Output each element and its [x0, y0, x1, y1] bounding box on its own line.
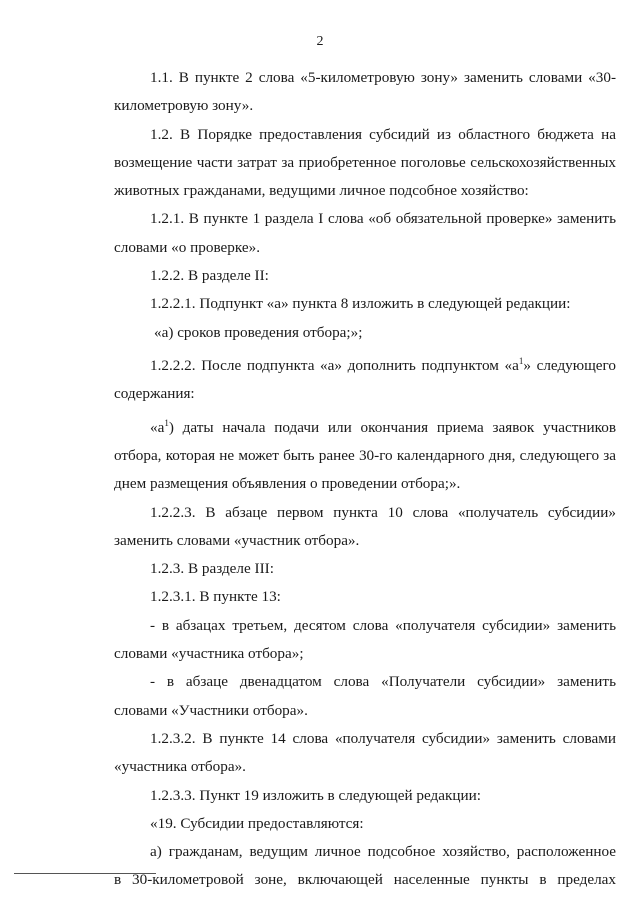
paragraph-4: 1.2.2. В разделе II: [150, 267, 269, 285]
paragraph-10: 1.2.3. В разделе III: [150, 560, 274, 578]
paragraph-8-superscript: 1 [164, 417, 169, 428]
paragraph-7-text-b: » следующего [523, 357, 616, 375]
page-number: 2 [316, 34, 324, 49]
paragraph-6: «а) сроков проведения отбора;»; [154, 323, 363, 341]
paragraph-14-line-1: 1.2.3.2. В пункте 14 слова «получателя субсидии» заменить словами [150, 729, 616, 747]
paragraph-9-line-2: заменить словами «участник отбора». [114, 531, 360, 549]
paragraph-16: «19. Субсидии предоставляются: [150, 814, 364, 832]
paragraph-11: 1.2.3.1. В пункте 13: [150, 588, 281, 606]
paragraph-1-line-1: 1.1. В пункте 2 слова «5-километровую зону» заменить словами «30- [150, 69, 616, 86]
paragraph-8-line-2: отбора, которая не может быть ранее 30-го календарного дня, следующего за [114, 446, 616, 464]
paragraph-7-text-a: 1.2.2.2. После подпункта «а» дополнить подпунктом «а [150, 357, 519, 375]
paragraph-14-line-2: «участника отбора». [114, 758, 246, 776]
paragraph-3-line-1: 1.2.1. В пункте 1 раздела I слова «об обязательной проверке» заменить [150, 210, 616, 228]
paragraph-15: 1.2.3.3. Пункт 19 изложить в следующей редакции: [150, 786, 481, 804]
footnote-divider [14, 873, 156, 874]
paragraph-13-line-1: - в абзаце двенадцатом слова «Получатели субсидии» заменить [150, 673, 616, 691]
paragraph-1-line-2: километровую зону». [114, 97, 254, 115]
paragraph-8-line-3: днем размещения объявления о проведении отбора;». [114, 475, 461, 493]
paragraph-7-line-2: содержания: [114, 385, 195, 403]
paragraph-2-line-1: 1.2. В Порядке предоставления субсидий из областного бюджета на [150, 125, 616, 143]
paragraph-13-line-2: словами «Участники отбора». [114, 701, 308, 719]
paragraph-2-line-3: животных гражданами, ведущими личное подсобное хозяйство: [114, 182, 529, 200]
paragraph-17-line-2: в 30-километровой зоне, включающей населенные пункты в пределах [114, 871, 616, 889]
paragraph-7-line-1 [114, 347, 616, 380]
paragraph-8-text-b: ) даты начала подачи или окончания приема заявок участников [168, 418, 616, 436]
paragraph-3-line-2: словами «о проверке». [114, 238, 261, 256]
paragraph-17-line-1: а) гражданам, ведущим личное подсобное хозяйство, расположенное [150, 843, 616, 861]
paragraph-12-line-2: словами «участника отбора»; [114, 645, 304, 663]
paragraph-8-text-a: «а [150, 418, 165, 436]
paragraph-5: 1.2.2.1. Подпункт «а» пункта 8 изложить в следующей редакции: [150, 295, 571, 313]
document-body [114, 64, 616, 895]
paragraph-12-line-1: - в абзацах третьем, десятом слова «получателя субсидии» заменить [150, 616, 616, 634]
paragraph-8-line-1 [114, 409, 616, 442]
paragraph-7-superscript: 1 [518, 355, 524, 366]
paragraph-2-line-2: возмещение части затрат за приобретенное поголовье сельскохозяйственных [114, 153, 616, 171]
paragraph-9-line-1: 1.2.2.3. В абзаце первом пункта 10 слова «получатель субсидии» [150, 503, 616, 521]
